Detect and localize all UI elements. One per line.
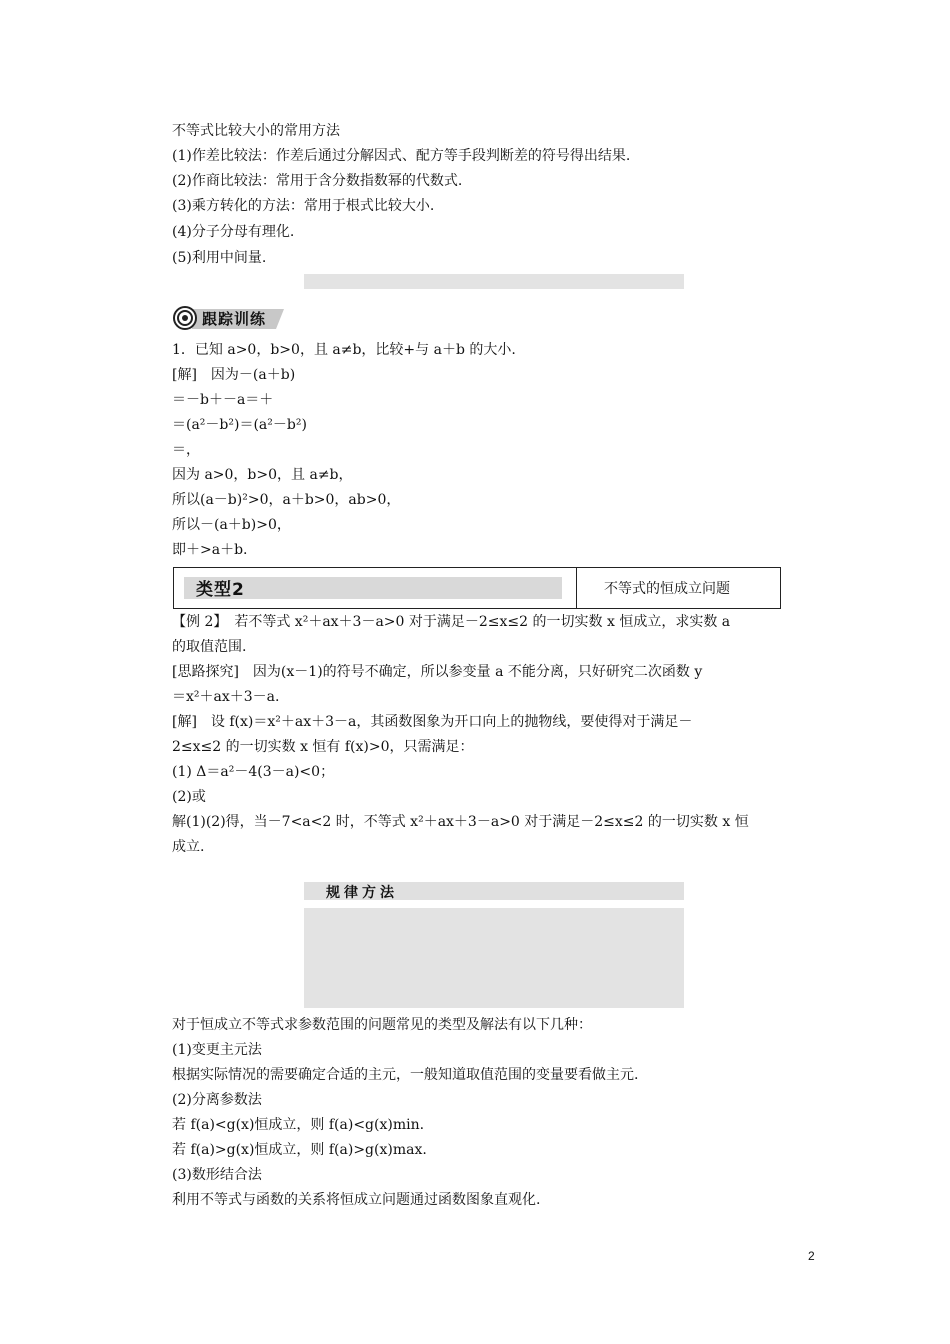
summary-item: (1)作差比较法：作差后通过分解因式、配方等手段判断差的符号得出结果. [172, 148, 631, 164]
summary-item: (3)乘方转化的方法：常用于根式比较大小. [172, 198, 435, 214]
summary-item: (4)分子分母有理化. [172, 224, 295, 240]
solution-line: ＝－b＋－a＝＋ [172, 392, 274, 408]
method-header-label: 规律方法 [326, 885, 398, 901]
solution-line: 因为 a>0，b>0，且 a≠b， [172, 467, 353, 483]
divider-bar [304, 274, 684, 289]
solution-line: 所以(a－b)²>0，a＋b>0，ab>0， [172, 492, 401, 508]
method-line: 若 f(a)>g(x)恒成立，则 f(a)>g(x)max. [172, 1142, 427, 1158]
method-line: 利用不等式与函数的关系将恒成立问题通过函数图象直观化. [172, 1192, 541, 1208]
practice-badge [172, 305, 288, 331]
method-line: (3)数形结合法 [172, 1167, 262, 1183]
type2-header [173, 567, 781, 609]
method-line: 对于恒成立不等式求参数范围的问题常见的类型及解法有以下几种： [172, 1017, 592, 1033]
example2-line: 的取值范围. [172, 639, 247, 655]
method-line: (1)变更主元法 [172, 1042, 262, 1058]
type2-label: 类型2 [196, 580, 245, 600]
summary-item: (2)作商比较法：常用于含分数指数幂的代数式. [172, 173, 463, 189]
method-line: (2)分离参数法 [172, 1092, 262, 1108]
idea-line: [思路探究] 因为(x－1)的符号不确定，所以参变量 a 不能分离，只好研究二次函数 y [172, 664, 703, 680]
practice-problem: 1．已知 a>0，b>0，且 a≠b，比较+与 a＋b 的大小. [172, 342, 516, 358]
example2-solution: 2≤x≤2 的一切实数 x 恒有 f(x)>0，只需满足： [172, 739, 474, 755]
idea-line: ＝x²＋ax＋3－a. [172, 689, 280, 705]
practice-badge-label: 跟踪训练 [202, 310, 267, 328]
method-line: 根据实际情况的需要确定合适的主元，一般知道取值范围的变量要看做主元. [172, 1067, 639, 1083]
solution-line: ＝， [172, 442, 200, 458]
method-header [304, 882, 684, 900]
example2-solution: (1) Δ＝a²－4(3－a)<0； [172, 764, 335, 780]
example2-solution: [解] 设 f(x)＝x²＋ax＋3－a，其函数图象为开口向上的抛物线，要使得对于满足－ [172, 714, 693, 730]
example2-solution: (2)或 [172, 789, 206, 805]
example2-solution: 成立. [172, 839, 205, 855]
summary-item: (5)利用中间量. [172, 250, 267, 266]
solution-line: ＝(a²－b²)＝(a²－b²) [172, 417, 307, 433]
solution-line: 即＋>a＋b. [172, 542, 248, 558]
solution-line: [解] 因为－(a＋b) [172, 367, 296, 383]
type2-title: 不等式的恒成立问题 [604, 581, 730, 597]
example2-solution: 解(1)(2)得，当－7<a<2 时，不等式 x²＋ax＋3－a>0 对于满足－2≤x≤2 的一切实数 x 恒 [172, 814, 749, 830]
method-line: 若 f(a)<g(x)恒成立，则 f(a)<g(x)min. [172, 1117, 425, 1133]
summary-title: 不等式比较大小的常用方法 [172, 123, 340, 139]
method-box [304, 908, 684, 1008]
solution-line: 所以－(a＋b)>0， [172, 517, 291, 533]
page-number: 2 [808, 1249, 815, 1263]
example2-line: 【例 2】 若不等式 x²＋ax＋3－a>0 对于满足－2≤x≤2 的一切实数 x 恒成立，求实数 a [172, 614, 731, 630]
